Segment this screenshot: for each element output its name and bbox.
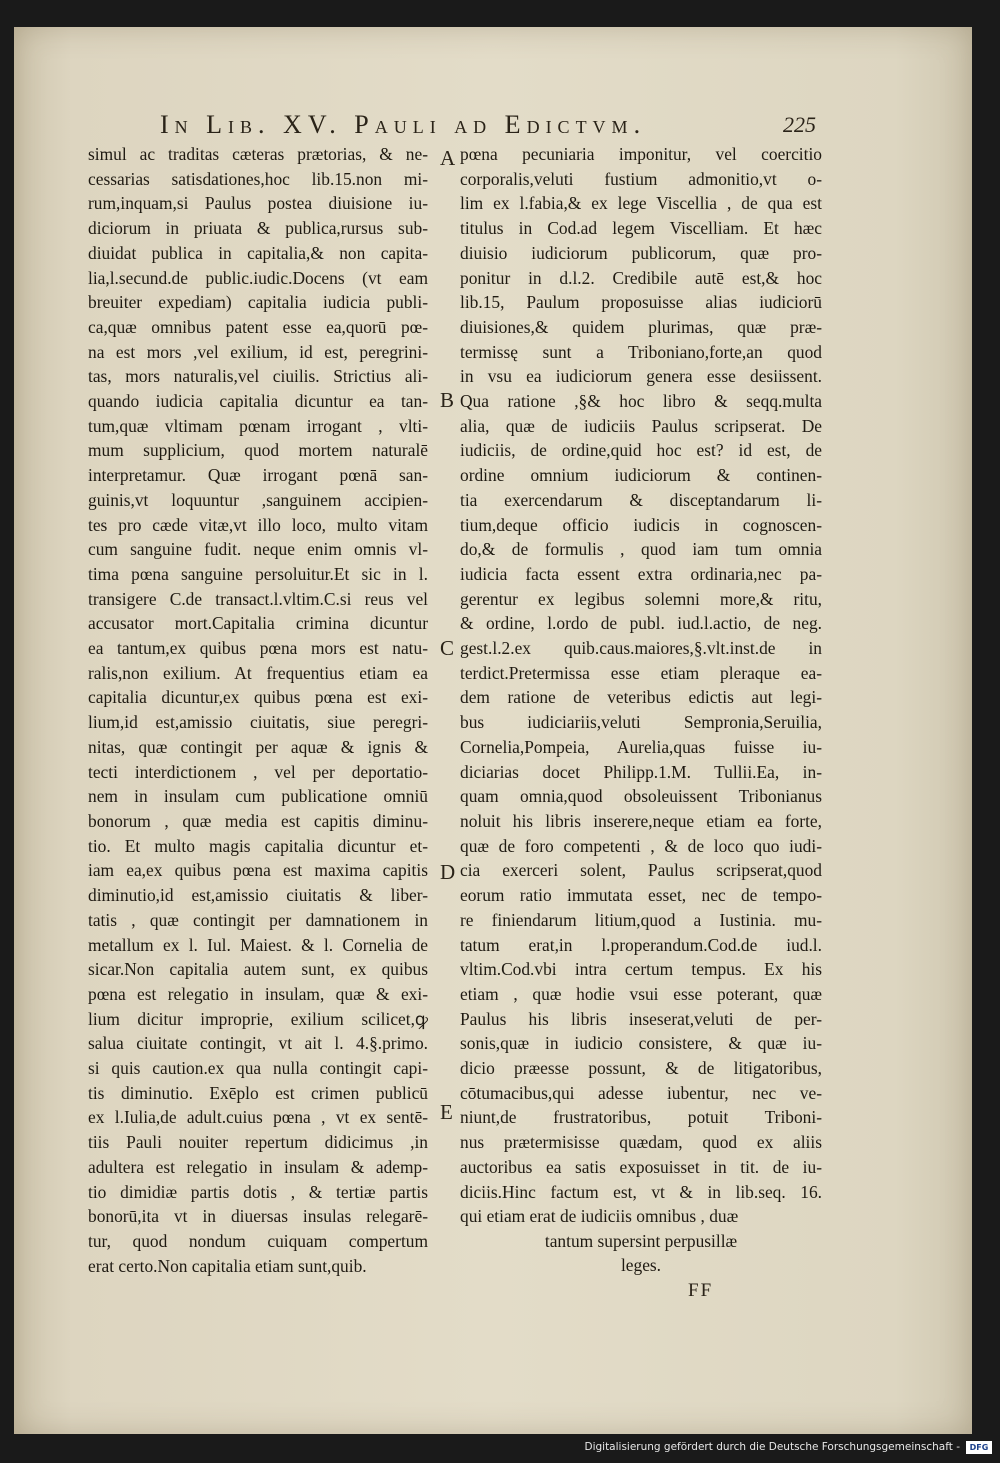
text-line: capitalia dicuntur,ex quibus pœna est exi- xyxy=(88,687,428,708)
text-line: breuiter expediam) capitalia iudicia publi- xyxy=(88,292,428,313)
text-line: diuidat publica in capitalia,& non capita- xyxy=(88,242,428,263)
text-line: guinis,vt loquuntur ,sanguinem accipien- xyxy=(88,489,428,510)
text-line: quando iudicia capitalia dicuntur ea tan- xyxy=(88,391,428,412)
text-line: metallum ex l. Iul. Maiest. & l. Cornelia de xyxy=(88,934,428,955)
footer-credit: Digitalisierung gefördert durch die Deutsche Forschungsgemeinschaft - xyxy=(584,1441,960,1453)
text-line: rum,inquam,si Paulus postea diuisione iu- xyxy=(88,193,428,214)
text-line: diciorum in priuata & publica,rursus sub- xyxy=(88,218,428,239)
text-line: bus iudiciariis,veluti Sempronia,Seruilia, xyxy=(460,712,822,733)
text-line: diciis.Hinc factum est, vt & in lib.seq. 16. xyxy=(460,1181,822,1202)
closing-line-1: tantum supersint perpusillæ xyxy=(544,1231,738,1251)
section-marker-a: A xyxy=(440,146,456,170)
text-line: auctoribus ea satis exposuisset in tit. de iu- xyxy=(460,1156,822,1177)
text-line: tas, mors naturalis,vel ciuilis. Strictius ali- xyxy=(88,366,428,387)
section-marker-c: C xyxy=(440,636,455,660)
text-line: do,& de formulis , quod iam tum omnia xyxy=(460,539,822,560)
text-line: interpretamur. Quæ irrogant pœnā san- xyxy=(88,465,428,486)
text-line: accusator mort.Capitalia crimina dicuntur xyxy=(88,613,428,634)
text-line: titulus in Cod.ad legem Viscelliam. Et hæc xyxy=(460,218,822,239)
text-line: nitas, quæ contingit per aquæ & ignis & xyxy=(88,736,428,757)
section-marker-e: E xyxy=(440,1100,453,1124)
text-line: diuisiones,& quidem plurimas, quæ præ- xyxy=(460,316,822,337)
left-text-column xyxy=(88,142,428,1278)
text-line: diuisio iudiciorum publicorum, quæ pro- xyxy=(460,242,822,263)
text-line: termissę sunt a Triboniano,forte,an quod xyxy=(460,341,822,362)
text-line: noluit his libris inserere,neque etiam ea forte, xyxy=(460,810,822,831)
text-line: lia,l.secund.de public.iudic.Docens (vt eam xyxy=(88,267,428,288)
text-line: re finiendarum litium,quod a Iustinia. mu- xyxy=(460,909,822,930)
text-line: bonorū,ita vt in diuersas insulas relegarē- xyxy=(88,1206,428,1227)
text-line: cia exerceri solent, Paulus scripserat,quod xyxy=(460,860,822,881)
text-line: gest.l.2.ex quib.caus.maiores,§.vlt.inst.de in xyxy=(460,638,822,659)
text-line: cum sanguine fudit. neque enim omnis vl- xyxy=(88,539,428,560)
text-line: diminutio,id est,amissio ciuitatis & liber- xyxy=(88,885,428,906)
text-line: tur, quod nondum cuiquam compertum xyxy=(88,1230,428,1251)
text-line: cōtumacibus,qui adesse iubentur, nec ve- xyxy=(460,1082,822,1103)
text-line: corporalis,veluti fustium admonitio,vt o- xyxy=(460,168,822,189)
text-line: gerentur ex legibus solemni more,& ritu, xyxy=(460,588,822,609)
text-line: quæ de foro competenti , & de loco quo iudi- xyxy=(460,835,822,856)
text-line: tatum erat,in l.properandum.Cod.de iud.l. xyxy=(460,934,822,955)
text-line: nus prætermisisse quædam, quod ex aliis xyxy=(460,1132,822,1153)
text-line: qui etiam erat de iudiciis omnibus , duæ xyxy=(460,1206,739,1227)
text-line: tatis , quæ contingit per damnationem in xyxy=(88,909,428,930)
text-line: tecti interdictionem , vel per deportatio- xyxy=(88,761,428,782)
text-line: tio dimidiæ partis dotis , & tertiæ partis xyxy=(88,1181,428,1202)
header-title: In Lib. XV. Pauli ad Edictvm. xyxy=(160,110,647,139)
text-line: lim ex l.fabia,& ex lege Viscellia , de qua est xyxy=(460,193,822,214)
text-line: adultera est relegatio in insulam & ademp- xyxy=(88,1156,428,1177)
text-line: niunt,de frustratoribus, potuit Triboni- xyxy=(460,1107,822,1128)
text-line: iudicia facta essent extra ordinaria,nec pa- xyxy=(460,563,822,584)
text-line: lib.15, Paulum proposuisse alias iudiciorū xyxy=(460,292,822,313)
dfg-logo-icon: DFG xyxy=(966,1441,992,1454)
closing-line-2: leges. xyxy=(620,1255,662,1275)
text-line: erat certo.Non capitalia etiam sunt,quib. xyxy=(88,1255,367,1276)
text-line: Paulus his libris inseserat,veluti de per- xyxy=(460,1008,822,1029)
text-line: simul ac traditas cæteras prætorias, & ne- xyxy=(88,144,428,164)
text-line: tia exercendarum & disceptandarum li- xyxy=(460,489,822,510)
text-line: Qua ratione ,§& hoc libro & seqq.multa xyxy=(460,391,822,412)
text-line: iudiciis, de ordine,quid hoc est? id est, de xyxy=(460,440,822,461)
text-line: Cornelia,Pompeia, Aurelia,quas fuisse iu- xyxy=(460,736,822,757)
text-line: transigere C.de transact.l.vltim.C.si reus vel xyxy=(88,588,428,609)
text-line: nem in insulam cum publicatione omniū xyxy=(88,786,428,807)
text-line: tum,quæ vltimam pœnam irrogant , vlti- xyxy=(88,415,428,436)
section-marker-d: D xyxy=(440,860,456,884)
text-line: tiis Pauli nouiter repertum didicimus ,in xyxy=(88,1132,428,1153)
text-line: iam ea,ex quibus pœna est maxima capitis xyxy=(88,860,428,881)
signature-mark: FF xyxy=(688,1280,714,1301)
page-number: 225 xyxy=(783,112,816,137)
text-line: ca,quæ omnibus patent esse ea,quorū pœ- xyxy=(88,316,428,337)
text-line: diciarias docet Philipp.1.M. Tullii.Ea, in- xyxy=(460,761,822,782)
text-line: tium,deque officio iudicis in cognoscen- xyxy=(460,514,822,535)
text-line: eorum ratio immutata esset, nec de tempo- xyxy=(460,885,822,906)
text-line: in vsu ea iudiciorum genera esse desiissent. xyxy=(460,366,822,387)
section-marker-b: B xyxy=(440,388,455,412)
text-line: etiam , quæ hodie vsui esse poterant, quæ xyxy=(460,983,822,1004)
text-line: lium,id est,amissio ciuitatis, siue peregri- xyxy=(88,712,428,733)
text-line: bonorum , quæ media est capitis diminu- xyxy=(88,810,428,831)
text-line: ordine omnium iudiciorum & continen- xyxy=(460,465,822,486)
text-line: ponitur in d.l.2. Credibile autē est,& hoc xyxy=(460,267,822,288)
text-line: & ordine, l.ordo de publ. iud.l.actio, de neg. xyxy=(460,613,822,634)
text-line: si quis caution.ex qua nulla contingit capi- xyxy=(88,1058,428,1079)
right-text-column xyxy=(460,142,822,1229)
text-line: dicio præesse possunt, & de litigatoribus, xyxy=(460,1058,822,1079)
text-line: dem ratione de veteribus edictis aut legi- xyxy=(460,687,822,708)
text-line: cessarias satisdationes,hoc lib.15.non mi- xyxy=(88,168,428,189)
text-line: salua ciuitate contingit, vt ait l. 4.§.primo. xyxy=(88,1033,428,1054)
text-line: tis diminutio. Exēplo est crimen publicū xyxy=(88,1082,428,1103)
text-line: sonis,quæ in iudicio consistere, & quæ iu- xyxy=(460,1033,822,1054)
text-line: alia, quæ de iudiciis Paulus scripserat. De xyxy=(460,415,822,436)
text-line: ex l.Iulia,de adult.cuius pœna , vt ex sentē- xyxy=(88,1107,428,1128)
text-line: vltim.Cod.vbi intra certum tempus. Ex his xyxy=(460,959,822,980)
text-line: sicar.Non capitalia autem sunt, ex quibus xyxy=(88,959,428,980)
text-line: terdict.Pretermissa esse etiam pleraque ea- xyxy=(460,662,822,683)
text-line: quam omnia,quod obsoleuissent Tribonianus xyxy=(460,786,822,807)
running-header xyxy=(160,110,830,140)
text-line: na est mors ,vel exilium, id est, peregrini- xyxy=(88,341,428,362)
text-line: mum supplicium, quod mortem naturalē xyxy=(88,440,428,461)
text-line: tio. Et multo magis capitalia dicuntur et- xyxy=(88,835,428,856)
text-line: lium dicitur improprie, exilium scilicet,ꝙ xyxy=(88,1008,428,1029)
text-line: tima pœna sanguine persoluitur.Et sic in l. xyxy=(88,563,428,584)
text-line: ralis,non exilium. At frequentius etiam ea xyxy=(88,662,428,683)
text-line: pœna est relegatio in insulam, quæ & exi- xyxy=(88,983,428,1004)
text-line: tes pro cæde vitæ,vt illo loco, multo vitam xyxy=(88,514,428,535)
text-line: pœna pecuniaria imponitur, vel coercitio xyxy=(460,144,822,164)
text-line: ea tantum,ex quibus pœna mors est natu- xyxy=(88,638,428,659)
